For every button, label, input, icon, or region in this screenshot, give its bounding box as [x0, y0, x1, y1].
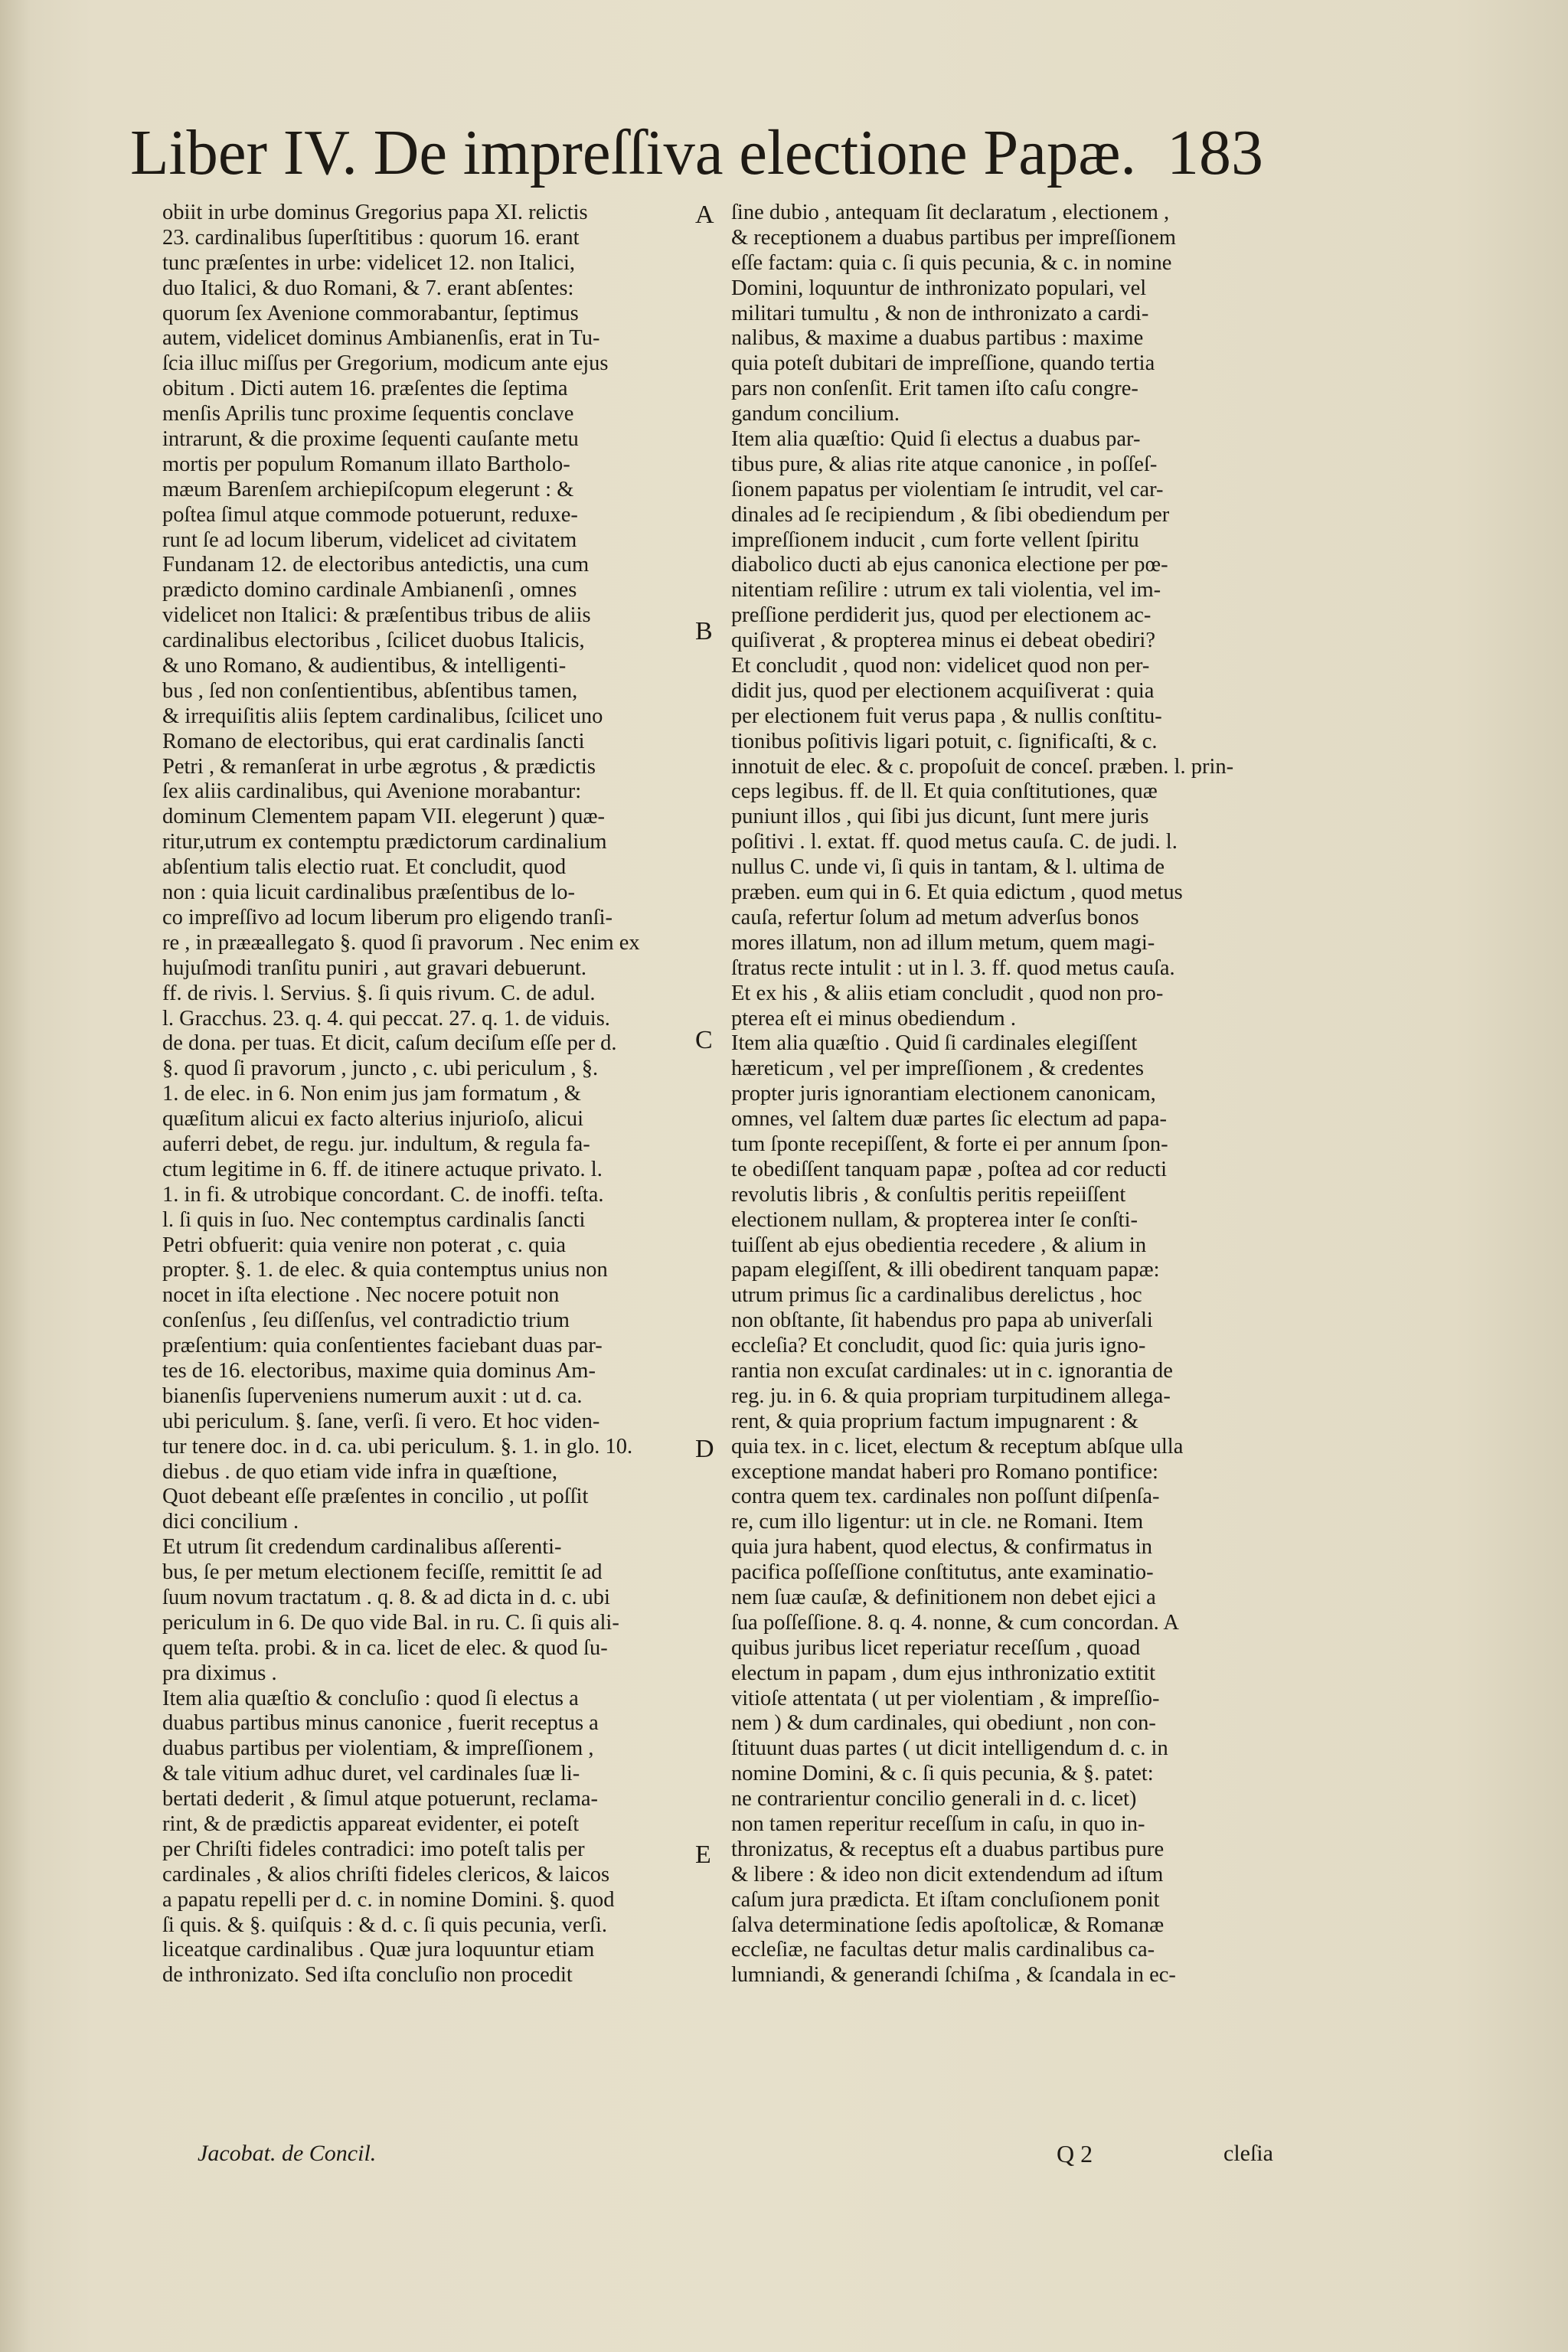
text-line: quem teſta. probi. & in ca. licet de elec. & quod ſu-: [162, 1635, 608, 1660]
text-line: eccleſia? Et concludit, quod ſic: quia juris igno-: [731, 1334, 1146, 1358]
text-line: ſtratus recte intulit : ut in l. 3. ff. quod metus cauſa.: [731, 956, 1175, 980]
text-line: tuiſſent ab ejus obedientia recedere , & alium in: [731, 1233, 1147, 1257]
margin-letter-c: C: [695, 1026, 713, 1054]
text-line: cardinalibus electoribus , ſcilicet duobus Italicis,: [162, 629, 585, 653]
text-line: caſum jura prædicta. Et iſtam concluſionem ponit: [731, 1887, 1160, 1912]
text-line: propter. §. 1. de elec. & quia contemptus unius non: [162, 1258, 608, 1282]
text-line: tur tenere doc. in d. ca. ubi periculum. §. 1. in glo. 10.: [162, 1434, 633, 1459]
text-line: quia jura habent, quod electus, & confirmatus in: [731, 1535, 1153, 1560]
text-line: gandum concilium.: [731, 402, 900, 426]
text-line: ceps legibus. ff. de ll. Et quia conſtitutiones, quæ: [731, 779, 1158, 804]
text-line: duabus partibus minus canonice , fuerit receptus a: [162, 1711, 599, 1736]
text-line: lumniandi, & generandi ſchiſma , & ſcandala in ec-: [731, 1963, 1176, 1988]
text-line: mortis per populum Romanum illato Bartholo-: [162, 452, 570, 476]
text-line: & libere : & ideo non dicit extendendum ad iſtum: [731, 1862, 1164, 1886]
text-line: obitum . Dicti autem 16. præſentes die ſeptima: [162, 377, 568, 401]
text-line: rantia non excuſat cardinales: ut in c. ignorantia de: [731, 1358, 1173, 1383]
text-line: & uno Romano, & audientibus, & intelligenti-: [162, 654, 567, 678]
text-line: ritur,utrum ex contemptu prædictorum cardinalium: [162, 830, 607, 854]
text-line: prædicto domino cardinale Ambianenſi , omnes: [162, 578, 577, 603]
text-line: poſitivi . l. extat. ff. quod metus cauſa. C. de judi. l.: [731, 830, 1178, 854]
text-line: Petri , & remanſerat in urbe ægrotus , & prædictis: [162, 754, 596, 779]
text-line: Fundanam 12. de electoribus antedictis, una cum: [162, 553, 590, 577]
text-line: ff. de rivis. l. Servius. §. ſi quis rivum. C. de adul.: [162, 981, 596, 1005]
text-line: de dona. per tuas. Et dicit, caſum deciſum eſſe per d.: [162, 1031, 617, 1056]
text-line: eccleſiæ, ne facultas detur malis cardinalibus ca-: [731, 1938, 1155, 1962]
right-text-column: [731, 201, 1282, 1988]
margin-letter-d: D: [695, 1435, 714, 1463]
text-line: mæum Barenſem archiepiſcopum elegerunt : &: [162, 477, 574, 501]
text-line: tes de 16. electoribus, maxime quia dominus Am-: [162, 1358, 596, 1383]
text-line: dici concilium .: [162, 1510, 299, 1534]
text-line: mores illatum, non ad illum metum, quem magi-: [731, 930, 1155, 955]
margin-letter-e: E: [695, 1841, 711, 1869]
text-line: ſi quis. & §. quiſquis : & d. c. ſi quis pecunia, verſi.: [162, 1913, 608, 1937]
text-line: ſtituunt duas partes ( ut dicit intelligendum d. c. in: [731, 1736, 1168, 1761]
text-line: ſua poſſeſſione. 8. q. 4. nonne, & cum concordan. A: [731, 1610, 1179, 1635]
text-line: l. Gracchus. 23. q. 4. qui peccat. 27. q. 1. de viduis.: [162, 1006, 610, 1031]
text-line: bus , ſed non conſentientibus, abſentibus tamen,: [162, 678, 578, 703]
text-line: præben. eum qui in 6. Et quia edictum , quod metus: [731, 880, 1183, 905]
text-line: eſſe factam: quia c. ſi quis pecunia, & c. in nomine: [731, 250, 1172, 275]
text-line: Romano de electoribus, qui erat cardinalis ſancti: [162, 729, 585, 753]
text-line: cauſa, refertur ſolum ad metum adverſus bonos: [731, 905, 1139, 929]
text-line: Et concludit , quod non: videlicet quod non per-: [731, 654, 1150, 678]
text-line: Item alia quæſtio & concluſio : quod ſi electus a: [162, 1686, 579, 1710]
text-line: omnes, vel ſaltem duæ partes ſic electum ad papa-: [731, 1107, 1168, 1132]
text-line: vitioſe attentata ( ut per violentiam , & impreſſio-: [731, 1686, 1160, 1710]
text-line: & irrequiſitis aliis ſeptem cardinalibus, ſcilicet uno: [162, 704, 603, 728]
text-line: quia tex. in c. licet, electum & receptum abſque ulla: [731, 1434, 1184, 1459]
text-line: l. ſi quis in ſuo. Nec contemptus cardinalis ſancti: [162, 1207, 586, 1232]
text-line: poſtea ſimul atque commode potuerunt, reduxe-: [162, 502, 578, 527]
text-line: puniunt illos , qui ſibi jus dicunt, ſunt mere juris: [731, 805, 1149, 829]
running-title: Liber IV. De impreſſiva electione Papæ.: [130, 117, 1137, 188]
text-line: quæſitum alicui ex facto alterius injurioſo, alicui: [162, 1107, 584, 1132]
text-line: §. quod ſi pravorum , juncto , c. ubi periculum , §.: [162, 1057, 599, 1081]
text-line: per Chriſti fideles contradici: imo poteſt talis per: [162, 1837, 585, 1861]
text-line: duo Italici, & duo Romani, & 7. erant abſentes:: [162, 276, 574, 300]
text-line: tunc præſentes in urbe: videlicet 12. non Italici,: [162, 250, 575, 275]
text-line: Quot debeant eſſe præſentes in concilio , ut poſſit: [162, 1485, 589, 1509]
text-line: pars non conſenſit. Erit tamen iſto caſu congre-: [731, 377, 1138, 401]
text-line: didit jus, quod per electionem acquiſiverat : quia: [731, 678, 1155, 703]
text-line: nitentiam reſilire : utrum ex tali violentia, vel im-: [731, 578, 1161, 603]
page-number: 183: [1167, 117, 1263, 188]
text-line: quibus juribus licet reperiatur receſſum , quoad: [731, 1635, 1141, 1660]
signature-mark: Q 2: [1057, 2140, 1093, 2167]
text-line: 23. cardinalibus ſuperſtitibus : quorum 16. erant: [162, 225, 580, 250]
left-catchword: Jacobat. de Concil.: [198, 2141, 377, 2166]
text-line: ſex aliis cardinalibus, qui Avenione morabantur:: [162, 779, 582, 804]
text-line: autem, videlicet dominus Ambianenſis, erat in Tu-: [162, 326, 600, 351]
text-line: menſis Aprilis tunc proxime ſequentis conclave: [162, 402, 574, 426]
text-line: Et ex his , & aliis etiam concludit , quod non pro-: [731, 981, 1164, 1005]
right-catchword: cleſia: [1223, 2141, 1273, 2166]
text-line: auferri debet, de regu. jur. indultum, & regula fa-: [162, 1132, 590, 1156]
text-line: nem ſuæ cauſæ, & definitionem non debet ejici a: [731, 1585, 1156, 1609]
text-line: videlicet non Italici: & præſentibus tribus de aliis: [162, 603, 591, 628]
text-line: non tamen reperitur receſſum in caſu, in quo in-: [731, 1812, 1145, 1836]
text-line: ne contrarientur concilio generali in d. c. licet): [731, 1787, 1137, 1811]
text-line: nomine Domini, & c. ſi quis pecunia, & §. patet:: [731, 1762, 1154, 1786]
text-line: Item alia quæſtio: Quid ſi electus a duabus par-: [731, 427, 1141, 452]
text-line: co impreſſivo ad locum liberum pro eligendo tranſi-: [162, 905, 613, 929]
text-line: tum ſponte recepiſſent, & forte ei per annum ſpon-: [731, 1132, 1168, 1156]
text-line: nalibus, & maxime a duabus partibus : maxime: [731, 326, 1144, 351]
text-line: cardinales , & alios chriſti fideles clericos, & laicos: [162, 1862, 610, 1886]
text-line: ſionem papatus per violentiam ſe intrudit, vel car-: [731, 477, 1164, 501]
text-line: dominum Clementem papam VII. elegerunt ) quæ-: [162, 805, 606, 829]
text-line: electum in papam , dum ejus inthronizatio extitit: [731, 1661, 1156, 1685]
text-line: abſentium talis electio ruat. Et concludit, quod: [162, 855, 567, 880]
text-line: dinales ad ſe recipiendum , & ſibi obediendum per: [731, 502, 1170, 527]
text-line: diabolico ducti ab ejus canonica electione per pœ-: [731, 553, 1168, 577]
text-line: preſſione perdiderit jus, quod per electionem ac-: [731, 603, 1152, 628]
text-line: revolutis libris , & conſultis peritis repeiiſſent: [731, 1182, 1126, 1207]
text-line: contra quem tex. cardinales non poſſunt diſpenſa-: [731, 1485, 1160, 1509]
margin-letter-b: B: [695, 617, 713, 645]
text-line: reg. ju. in 6. & quia propriam turpitudinem allega-: [731, 1383, 1171, 1408]
text-line: non obſtante, ſit habendus pro papa ab univerſali: [731, 1308, 1153, 1333]
text-line: præſentium: quia conſentientes faciebant duas par-: [162, 1334, 603, 1358]
text-line: periculum in 6. De quo vide Bal. in ru. C. ſi quis ali-: [162, 1610, 619, 1635]
text-line: pra diximus .: [162, 1661, 277, 1685]
text-line: ſuum novum tractatum . q. 8. & ad dicta in d. c. ubi: [162, 1585, 610, 1609]
text-line: quia poteſt dubitari de impreſſione, quando tertia: [731, 351, 1155, 376]
text-line: Domini, loquuntur de inthronizato populari, vel: [731, 276, 1147, 300]
running-head: [130, 115, 1263, 199]
text-line: papam elegiſſent, & illi obedirent tanquam papæ:: [731, 1258, 1160, 1282]
text-line: intrarunt, & die proxime ſequenti cauſante metu: [162, 427, 579, 452]
text-line: a papatu repelli per d. c. in nomine Domini. §. quod: [162, 1887, 615, 1912]
left-text-column: [162, 201, 698, 1988]
text-line: ctum legitime in 6. ff. de itinere actuque privato. l.: [162, 1157, 603, 1181]
text-line: rent, & quia proprium factum impugnarent : &: [731, 1409, 1138, 1433]
text-line: nocet in iſta electione . Nec nocere potuit non: [162, 1283, 560, 1308]
text-line: thronizatus, & receptus eſt a duabus partibus pure: [731, 1837, 1165, 1861]
text-line: nullus C. unde vi, ſi quis in tantam, & l. ultima de: [731, 855, 1165, 880]
text-line: & receptionem a duabus partibus per impreſſionem: [731, 225, 1176, 250]
text-line: runt ſe ad locum liberum, videlicet ad civitatem: [162, 528, 577, 552]
text-line: bus, ſe per metum electionem feciſſe, remittit ſe ad: [162, 1560, 603, 1585]
text-line: re , in prææallegato §. quod ſi pravorum . Nec enim ex: [162, 930, 640, 955]
text-line: electionem nullam, & propterea inter ſe conſti-: [731, 1207, 1138, 1232]
text-line: innotuit de elec. & c. propoſuit de conceſ. præben. l. prin-: [731, 754, 1234, 779]
text-line: utrum primus ſic a cardinalibus derelictus , hoc: [731, 1283, 1142, 1308]
text-line: hujuſmodi tranſitu puniri , aut gravari debuerunt.: [162, 956, 587, 980]
text-line: bianenſis ſuperveniens numerum auxit : ut d. ca.: [162, 1383, 583, 1408]
text-line: 1. de elec. in 6. Non enim jus jam formatum , &: [162, 1082, 581, 1106]
text-line: per electionem fuit verus papa , & nullis conſtitu-: [731, 704, 1162, 728]
text-line: propter juris ignorantiam electionem canonicam,: [731, 1082, 1156, 1106]
text-line: liceatque cardinalibus . Quæ jura loquuntur etiam: [162, 1938, 595, 1962]
text-line: pterea eſt ei minus obediendum .: [731, 1006, 1016, 1031]
text-line: re, cum illo ligentur: ut in cle. ne Romani. Item: [731, 1510, 1144, 1534]
text-line: nem ) & dum cardinales, qui obediunt , non con-: [731, 1711, 1156, 1736]
text-line: conſenſus , ſeu diſſenſus, vel contradictio trium: [162, 1308, 570, 1333]
text-line: Et utrum ſit credendum cardinalibus aſſerenti-: [162, 1535, 562, 1560]
text-line: bertati dederit , & ſimul atque potuerunt, reclama-: [162, 1787, 598, 1811]
text-line: de inthronizato. Sed iſta concluſio non procedit: [162, 1963, 573, 1988]
text-line: Item alia quæſtio . Quid ſi cardinales elegiſſent: [731, 1031, 1138, 1056]
text-line: obiit in urbe dominus Gregorius papa XI. relictis: [162, 201, 588, 224]
text-line: ſalva determinatione ſedis apoſtolicæ, & Romanæ: [731, 1913, 1165, 1937]
text-line: quiſiverat , & propterea minus ei debeat obediri?: [731, 629, 1155, 653]
text-line: impreſſionem inducit , cum forte vellent ſpiritu: [731, 528, 1139, 552]
text-line: tionibus poſitivis ligari potuit, c. ſignificaſti, & c.: [731, 729, 1158, 753]
text-line: militari tumultu , & non de inthronizato a cardi-: [731, 301, 1149, 325]
text-line: pacifica poſſeſſione conſtitutus, ante examinatio-: [731, 1560, 1154, 1585]
text-line: duabus partibus per violentiam, & impreſſionem ,: [162, 1736, 594, 1761]
text-line: Petri obfuerit: quia venire non poterat , c. quia: [162, 1233, 567, 1257]
text-line: diebus . de quo etiam vide infra in quæſtione,: [162, 1459, 558, 1484]
text-line: tibus pure, & alias rite atque canonice , in poſſeſ-: [731, 452, 1158, 476]
text-line: non : quia licuit cardinalibus præſentibus de lo-: [162, 880, 576, 905]
text-line: ſine dubio , antequam ſit declaratum , electionem ,: [731, 201, 1170, 224]
text-line: te obediſſent tanquam papæ , poſtea ad cor reducti: [731, 1157, 1168, 1181]
text-line: 1. in fi. & utrobique concordant. C. de inoffi. teſta.: [162, 1182, 604, 1207]
text-line: ſcia illuc miſſus per Gregorium, modicum ante ejus: [162, 351, 609, 376]
text-line: quorum ſex Avenione commorabantur, ſeptimus: [162, 301, 579, 325]
text-line: rint, & de prædictis appareat evidenter, ei poteſt: [162, 1812, 580, 1836]
text-line: hæreticum , vel per impreſſionem , & credentes: [731, 1057, 1144, 1081]
text-line: ubi periculum. §. ſane, verſi. ſi vero. Et hoc viden-: [162, 1409, 600, 1433]
text-line: exceptione mandat haberi pro Romano pontifice:: [731, 1459, 1158, 1484]
margin-letter-a: A: [695, 201, 714, 229]
text-line: & tale vitium adhuc duret, vel cardinales ſuæ li-: [162, 1762, 580, 1786]
